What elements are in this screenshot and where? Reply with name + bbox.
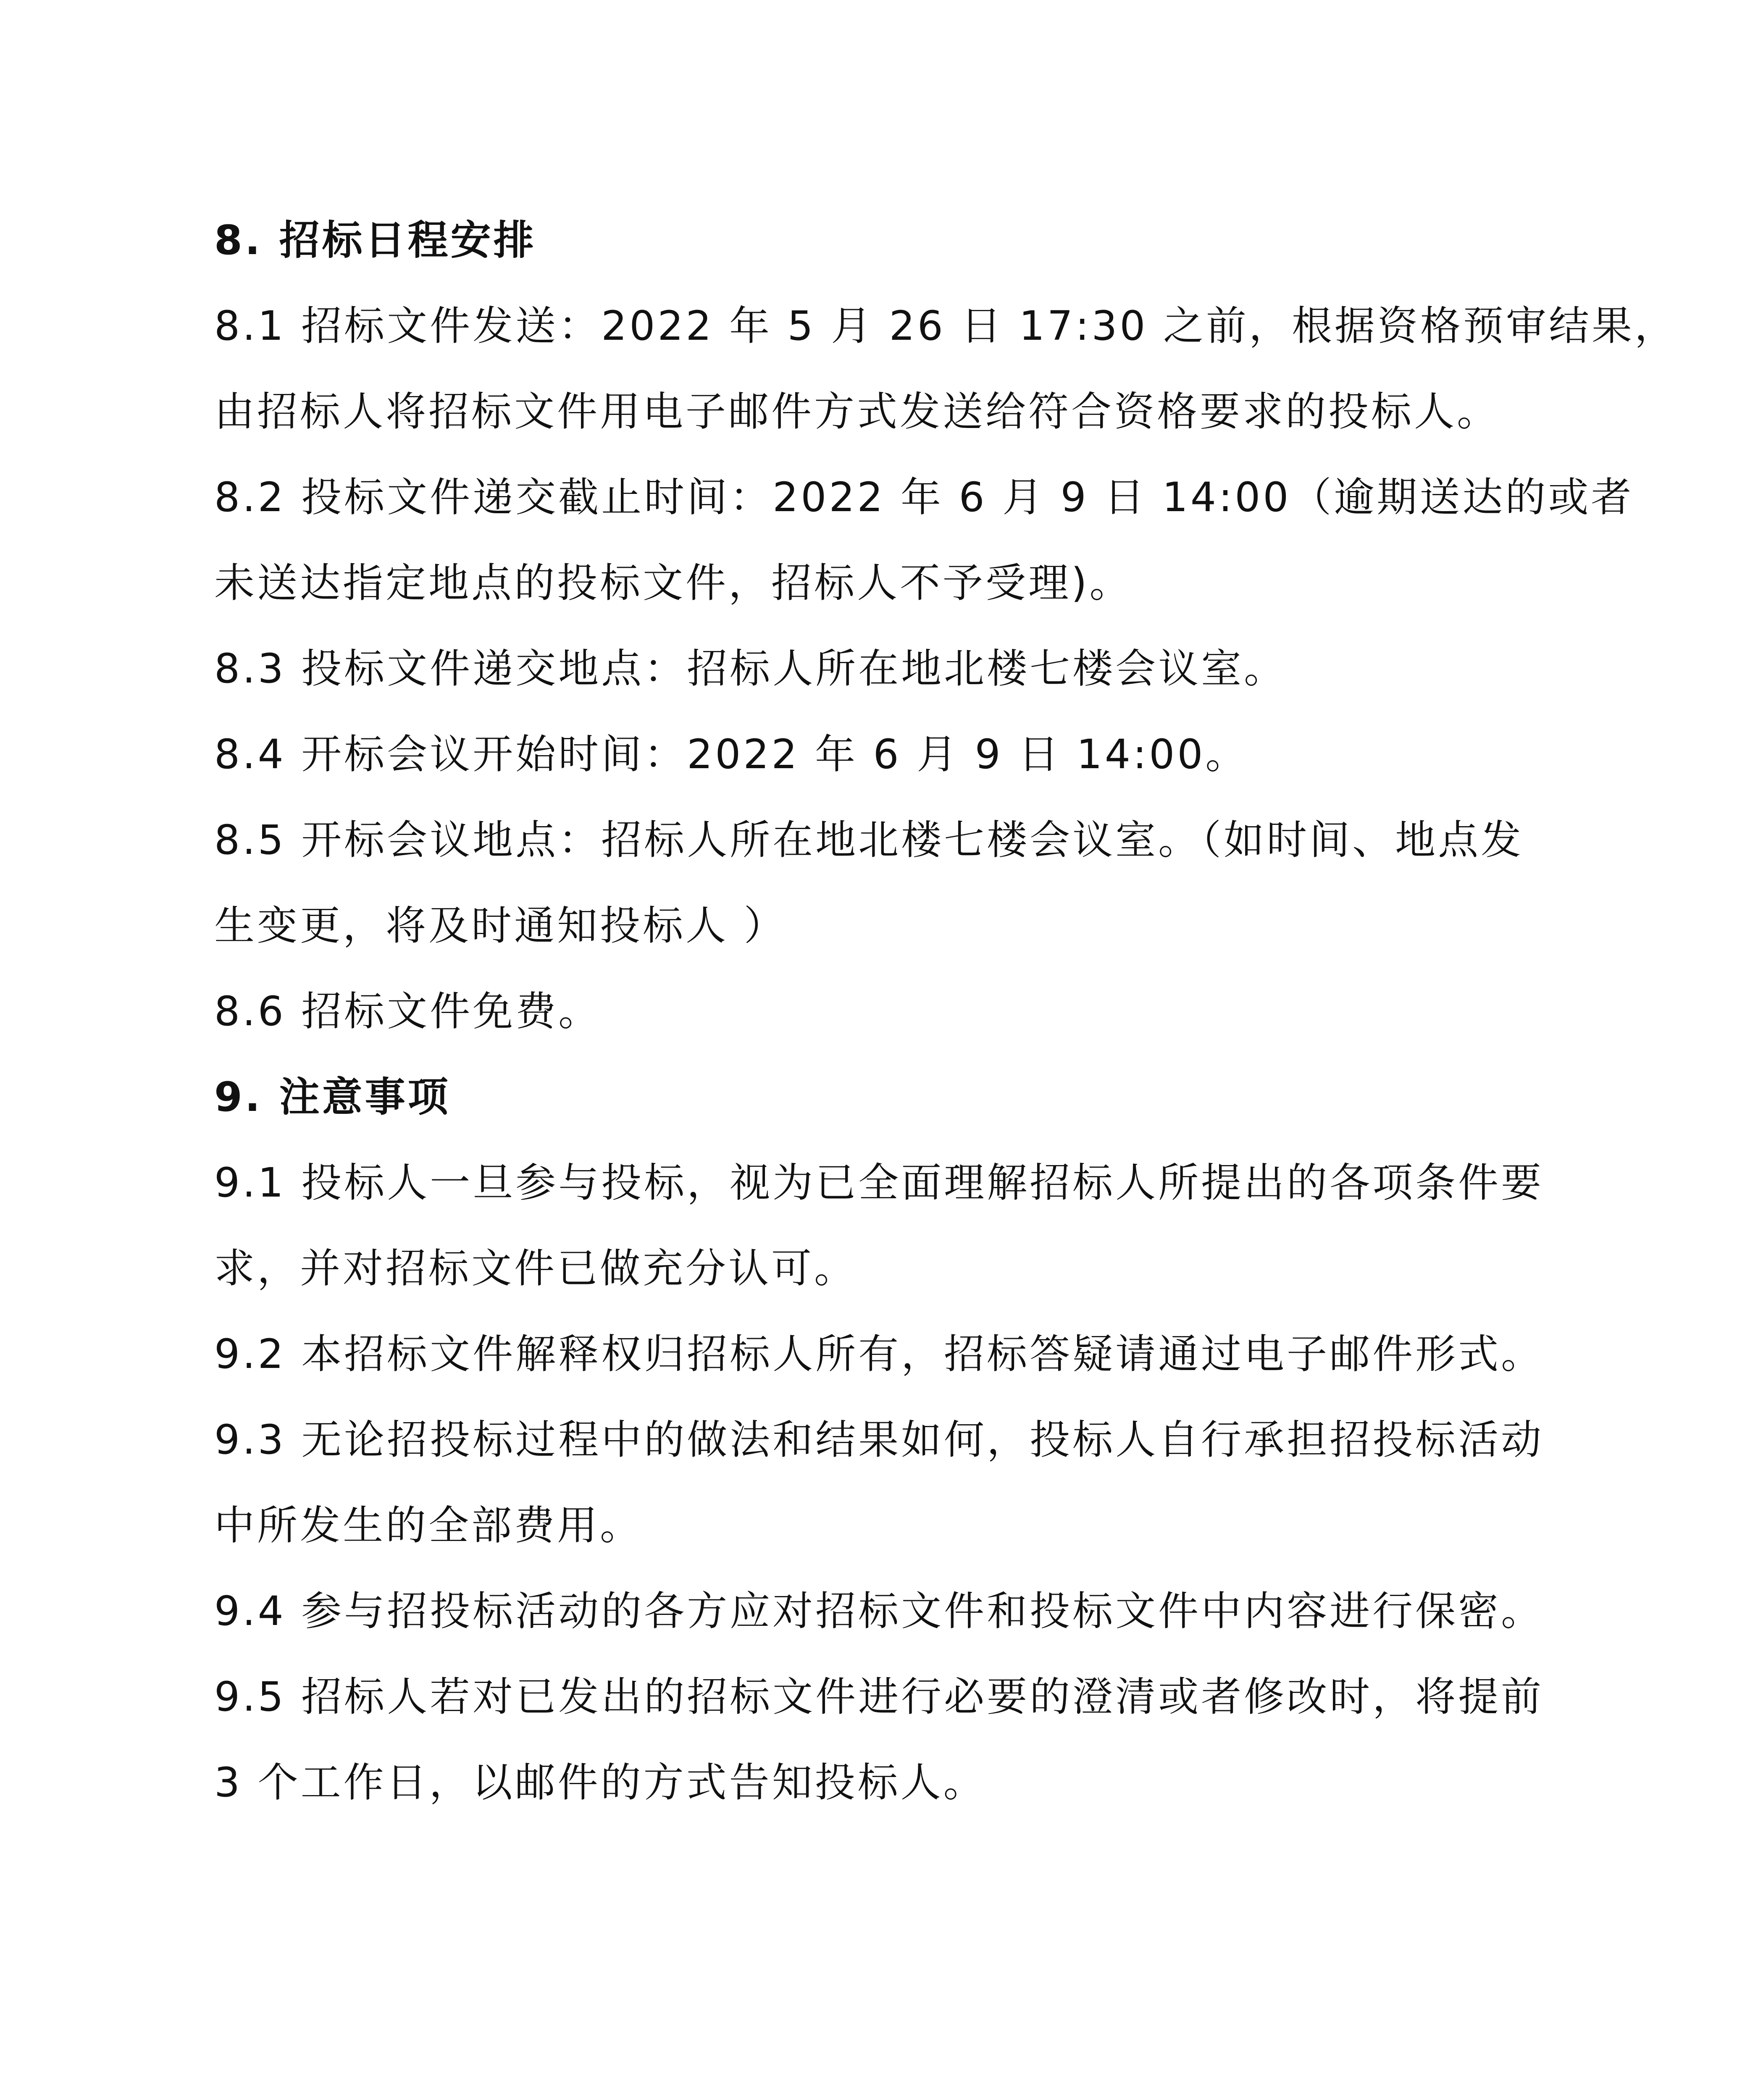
section-8-heading: 8. 招标日程安排 — [214, 217, 536, 264]
item-8-4-line-1: 8.4 开标会议开始时间：2022 年 6 月 9 日 14:00。 — [214, 731, 1248, 778]
item-9-2 — [214, 1311, 1544, 1397]
item-8-6 — [214, 969, 1525, 1054]
item-9-1-line-1: 9.1 投标人一旦参与投标，视为已全面理解招标人所提出的各项条件要 — [214, 1159, 1544, 1206]
item-8-2-line-2: 未送达指定地点的投标文件，招标人不予受理)。 — [214, 559, 1133, 606]
item-9-2-line-1: 9.2 本招标文件解释权归招标人所有，招标答疑请通过电子邮件形式。 — [214, 1331, 1544, 1378]
item-8-1-line-1: 8.1 招标文件发送：2022 年 5 月 26 日 17:30 之前，根据资格预审结果， — [214, 302, 1677, 349]
item-9-1 — [214, 1140, 1544, 1311]
item-9-3-line-1: 9.3 无论招投标过程中的做法和结果如何，投标人自行承担招投标活动 — [214, 1416, 1544, 1463]
item-8-3-line-1: 8.3 投标文件递交地点：招标人所在地北楼七楼会议室。 — [214, 645, 1287, 692]
item-9-3-line-2: 中所发生的全部费用。 — [214, 1502, 643, 1549]
item-9-3 — [214, 1397, 1544, 1568]
item-8-5 — [214, 797, 1525, 969]
item-9-4 — [214, 1568, 1544, 1654]
item-9-1-line-2: 求，并对招标文件已做充分认可。 — [214, 1245, 857, 1292]
item-9-5 — [214, 1654, 1544, 1825]
item-8-5-line-1: 8.5 开标会议地点：招标人所在地北楼七楼会议室。（如时间、地点发 — [214, 816, 1524, 864]
item-8-2-line-1: 8.2 投标文件递交截止时间：2022 年 6 月 9 日 14:00（逾期送达的或者 — [214, 474, 1634, 521]
item-8-1 — [214, 283, 1677, 454]
item-8-1-line-2: 由招标人将招标文件用电子邮件方式发送给符合资格要求的投标人。 — [214, 388, 1500, 435]
item-8-5-line-2: 生变更，将及时通知投标人 ） — [214, 902, 787, 949]
document-body — [214, 197, 1677, 1825]
item-8-3 — [214, 626, 1525, 711]
section-9-heading: 9. 注意事项 — [214, 1074, 451, 1121]
item-9-5-line-1: 9.5 招标人若对已发出的招标文件进行必要的澄清或者修改时，将提前 — [214, 1673, 1544, 1720]
item-8-2 — [214, 454, 1634, 626]
item-8-4 — [214, 711, 1525, 797]
item-9-5-line-2: 3 个工作日，以邮件的方式告知投标人。 — [214, 1759, 986, 1806]
item-8-6-line-1: 8.6 招标文件免费。 — [214, 988, 602, 1035]
item-9-4-line-1: 9.4 参与招投标活动的各方应对招标文件和投标文件中内容进行保密。 — [214, 1588, 1544, 1635]
